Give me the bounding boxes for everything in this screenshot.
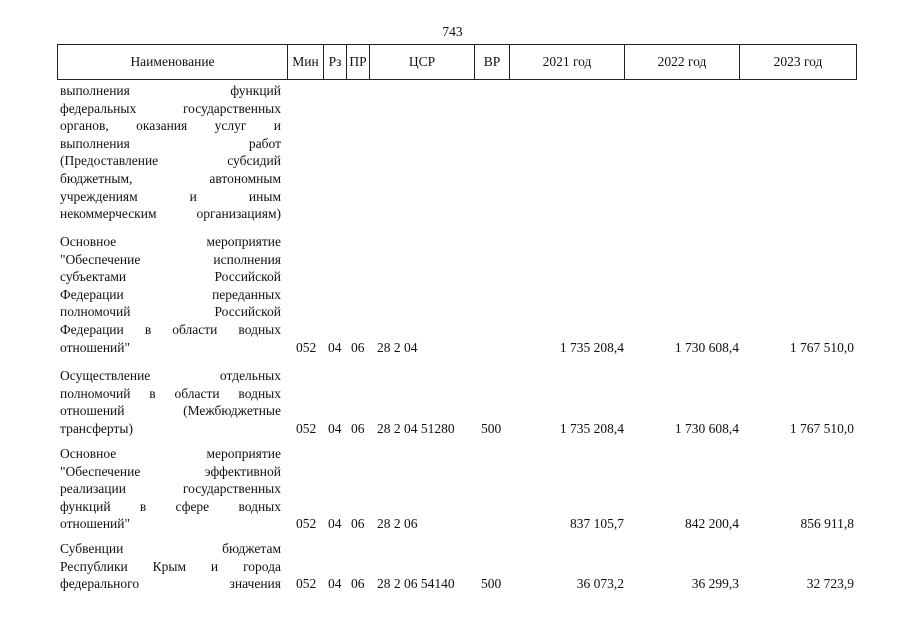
row-name xyxy=(60,445,281,533)
row-value-2022: 36 299,3 xyxy=(691,576,739,592)
row-pr: 06 xyxy=(351,420,365,436)
table-row xyxy=(57,82,857,223)
row-name-line: полномочий Российской xyxy=(60,304,281,320)
row-value-2023: 32 723,9 xyxy=(806,576,854,592)
row-name-line: выполнения работ xyxy=(60,135,281,151)
row-value-2021: 1 735 208,4 xyxy=(559,420,624,436)
row-name-line: учреждениям и иным xyxy=(60,188,281,204)
row-value-2022: 1 730 608,4 xyxy=(674,339,739,355)
row-vr: 500 xyxy=(481,576,502,592)
row-name-line: трансферты) xyxy=(60,420,133,436)
row-csr: 28 2 06 54140 xyxy=(377,576,455,592)
row-value-2021: 36 073,2 xyxy=(576,576,624,592)
row-csr: 28 2 04 xyxy=(377,339,418,355)
row-name xyxy=(60,82,281,223)
row-pr: 06 xyxy=(351,339,365,355)
row-name-line: функций в сфере водных xyxy=(60,498,281,514)
row-name-line: реализации государственных xyxy=(60,481,281,497)
header-2021: 2021 год xyxy=(510,45,625,79)
header-2022: 2022 год xyxy=(625,45,740,79)
row-value-2023: 1 767 510,0 xyxy=(789,420,854,436)
row-rz: 04 xyxy=(328,576,342,592)
row-name-line: отношений" xyxy=(60,516,131,532)
table-header xyxy=(57,44,857,80)
row-min: 052 xyxy=(296,516,317,532)
row-name-line: "Обеспечение исполнения xyxy=(60,251,281,267)
row-name-line: Основное мероприятие xyxy=(60,446,281,461)
row-rz: 04 xyxy=(328,516,342,532)
row-value-2022: 842 200,4 xyxy=(685,516,739,532)
header-rz: Рз xyxy=(324,45,347,79)
row-name-line: Федерации переданных xyxy=(60,286,281,302)
row-name-line: "Обеспечение эффективной xyxy=(60,463,281,479)
header-name: Наименование xyxy=(58,45,288,79)
row-name-line: Осуществление отдельных xyxy=(60,368,281,383)
row-name-line: Республики Крым и города xyxy=(60,558,281,574)
row-name-line: полномочий в области водных xyxy=(60,385,281,401)
row-name-line: федеральных государственных xyxy=(60,100,281,116)
row-name xyxy=(60,540,281,593)
row-min: 052 xyxy=(296,339,317,355)
row-name-line: (Предоставление субсидий xyxy=(60,153,281,169)
row-vr: 500 xyxy=(481,420,502,436)
row-name-line: органов, оказания услуг и xyxy=(60,118,281,134)
header-min: Мин xyxy=(288,45,324,79)
row-name-line: отношений (Межбюджетные xyxy=(60,403,281,419)
row-name-line: Субвенции бюджетам xyxy=(60,541,281,556)
row-name xyxy=(60,233,281,356)
header-2023: 2023 год xyxy=(773,54,823,69)
page-number: 743 xyxy=(442,24,463,39)
row-pr: 06 xyxy=(351,576,365,592)
table-row xyxy=(57,445,857,533)
row-min: 052 xyxy=(296,420,317,436)
row-min: 052 xyxy=(296,576,317,592)
row-name-line: субъектами Российской xyxy=(60,269,281,285)
row-rz: 04 xyxy=(328,420,342,436)
row-name-line: некоммерческим организациям) xyxy=(60,206,281,222)
row-rz: 04 xyxy=(328,339,342,355)
row-value-2022: 1 730 608,4 xyxy=(674,420,739,436)
row-value-2021: 1 735 208,4 xyxy=(559,339,624,355)
row-name-line: выполнения функций xyxy=(60,83,281,98)
row-csr: 28 2 06 xyxy=(377,516,418,532)
row-value-2023: 856 911,8 xyxy=(800,516,854,532)
row-name-line: Федерации в области водных xyxy=(60,321,281,337)
row-name-line: отношений" xyxy=(60,339,131,355)
header-csr: ЦСР xyxy=(370,45,475,79)
header-vr: ВР xyxy=(475,45,510,79)
table-row xyxy=(57,233,857,356)
row-name-line: Основное мероприятие xyxy=(60,234,281,249)
row-name-line: бюджетным, автономным xyxy=(60,170,281,186)
row-csr: 28 2 04 51280 xyxy=(377,420,455,436)
row-value-2021: 837 105,7 xyxy=(570,516,624,532)
header-pr: ПР xyxy=(347,45,370,79)
row-value-2023: 1 767 510,0 xyxy=(789,339,854,355)
row-name-line: федерального значения xyxy=(60,576,281,592)
table-row xyxy=(57,540,857,593)
table-row xyxy=(57,367,857,437)
row-pr: 06 xyxy=(351,516,365,532)
row-name xyxy=(60,367,281,437)
